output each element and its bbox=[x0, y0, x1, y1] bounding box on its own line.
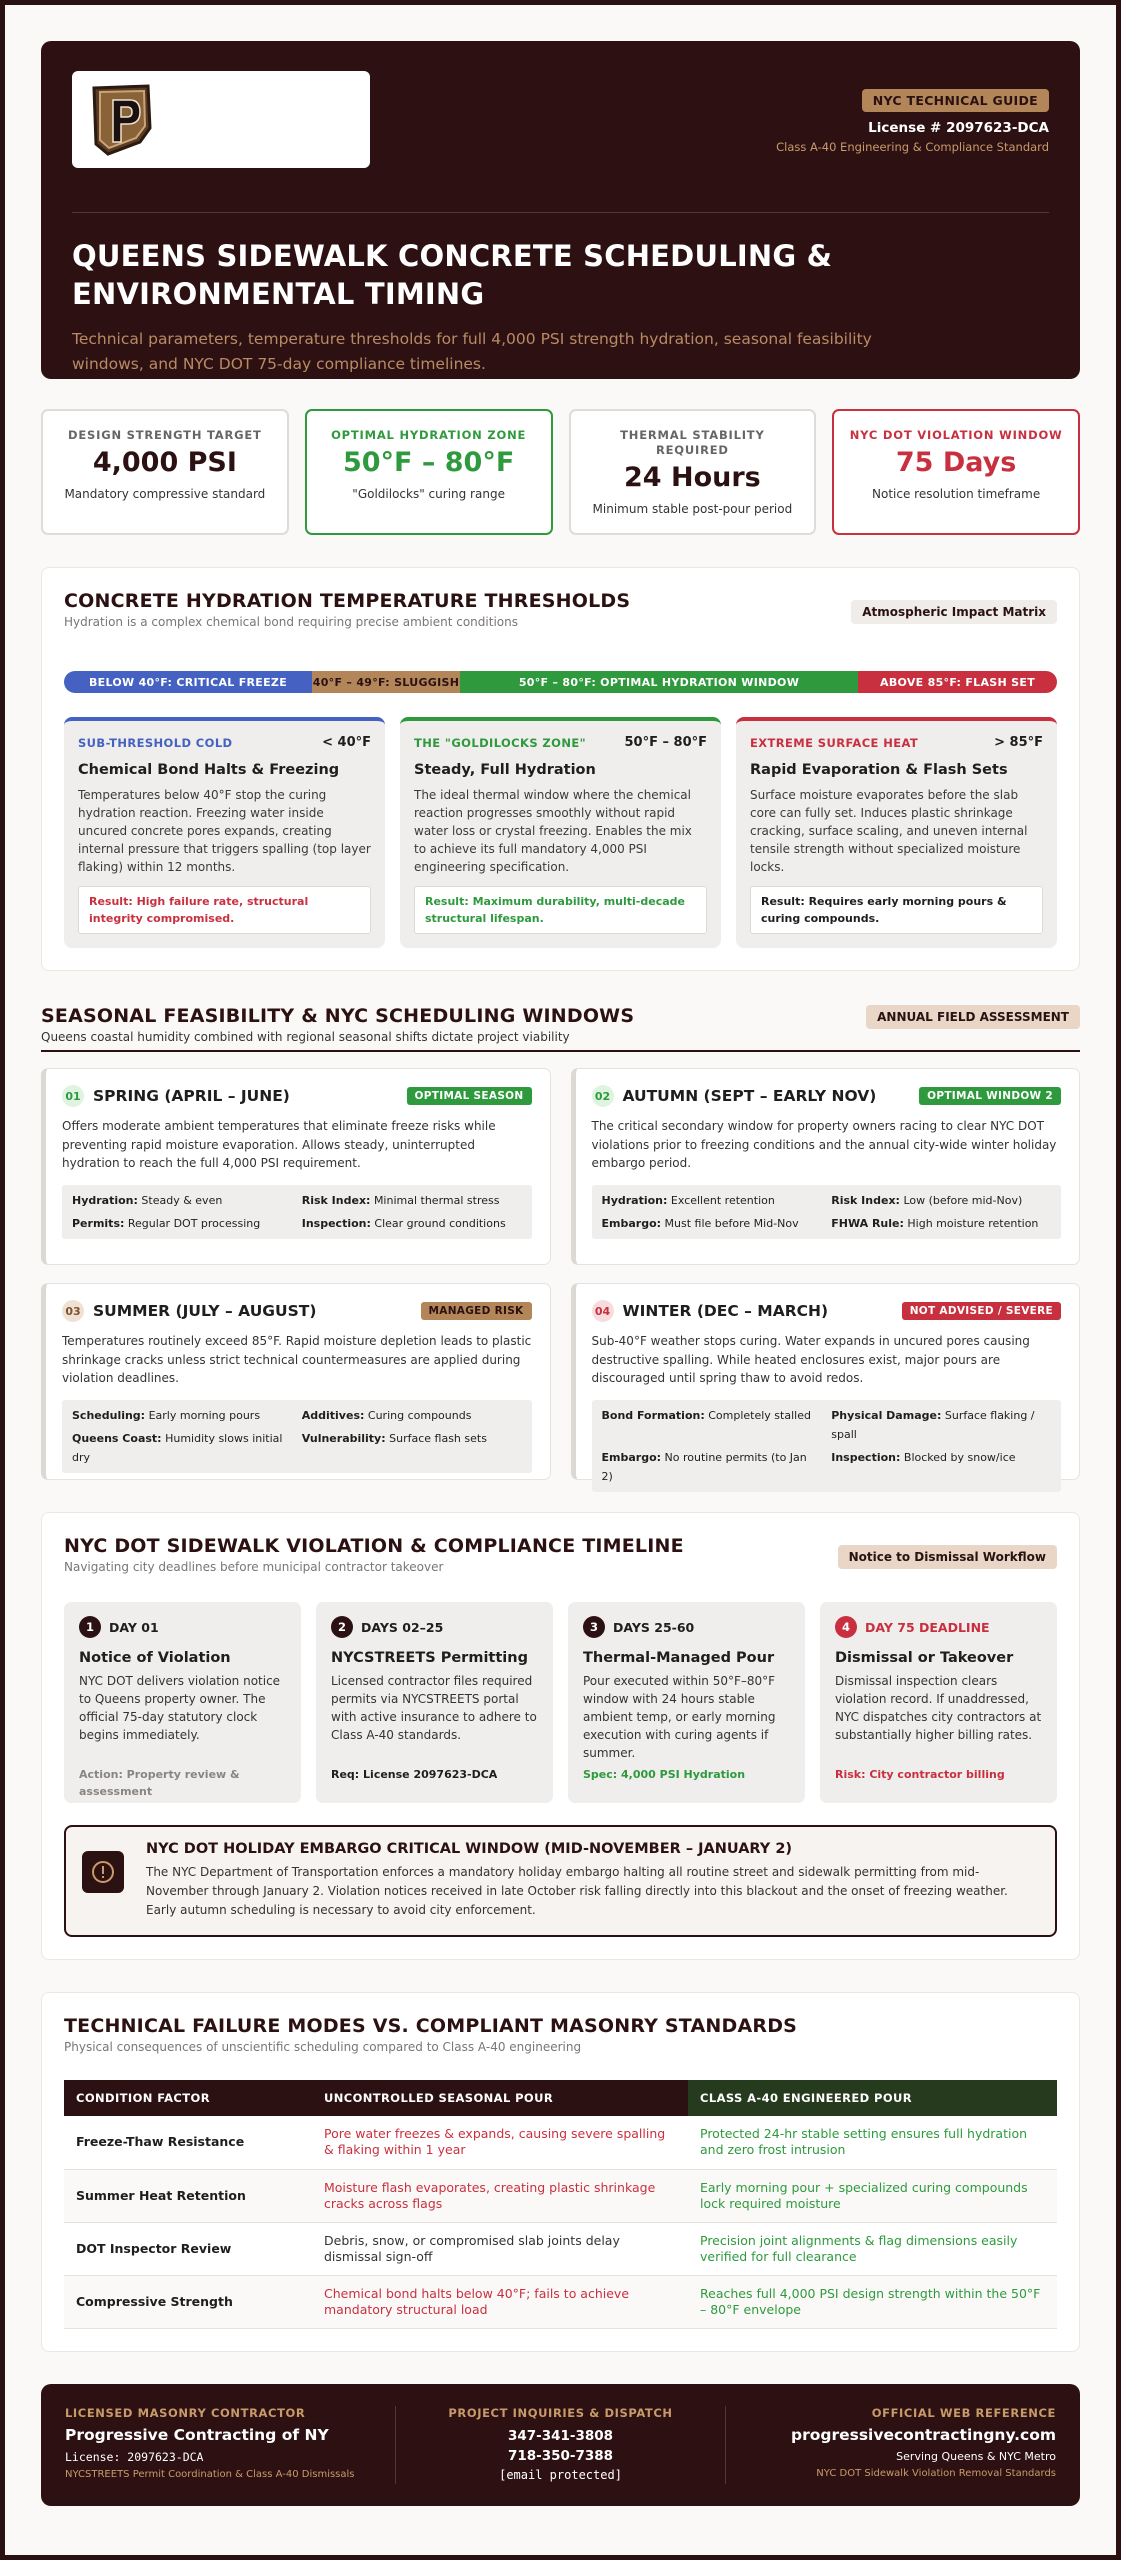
failure-modes-section bbox=[41, 1992, 1080, 2352]
step-day: DAY 75 DEADLINE bbox=[865, 1619, 990, 1635]
season-description: Temperatures routinely exceed 85°F. Rapid moisture depletion leads to plastic shrinkage cracks unless strict technical countermeasures are applied during violation deadlines. bbox=[62, 1334, 532, 1385]
fact-value: Blocked by snow/ice bbox=[903, 1451, 1016, 1464]
step-body: NYC DOT delivers violation notice to Queens property owner. The official 75-day statutory clock begins immediately. bbox=[79, 1674, 281, 1742]
section-subtitle: Physical consequences of unscientific scheduling compared to Class A-40 engineering bbox=[64, 2040, 582, 2054]
compliance-timeline-section bbox=[41, 1512, 1080, 1960]
fact-key: Embargo: bbox=[601, 1217, 662, 1230]
fact-value: Regular DOT processing bbox=[127, 1217, 261, 1230]
step-number: 3 bbox=[583, 1616, 605, 1638]
step-footnote: Risk: City contractor billing bbox=[835, 1768, 1005, 1781]
condition-factor: DOT Inspector Review bbox=[64, 2222, 312, 2275]
threshold-tag: EXTREME SURFACE HEAT bbox=[750, 735, 919, 750]
fact-key: Embargo: bbox=[601, 1451, 662, 1464]
fact-key: FHWA Rule: bbox=[831, 1217, 904, 1230]
step-title: Dismissal or Takeover bbox=[835, 1650, 1014, 1666]
fact-key: Inspection: bbox=[831, 1451, 901, 1464]
footer-label: LICENSED MASONRY CONTRACTOR bbox=[65, 2405, 306, 2420]
uncontrolled-outcome: Moisture flash evaporates, creating plastic shrinkage cracks across flags bbox=[312, 2169, 688, 2222]
fact-key: Additives: bbox=[301, 1409, 365, 1422]
step-title: NYCSTREETS Permitting bbox=[331, 1650, 528, 1666]
step-footnote: Spec: 4,000 PSI Hydration bbox=[583, 1768, 746, 1781]
step-day: DAYS 25-60 bbox=[613, 1619, 695, 1635]
zone-sluggish: 40°F – 49°F: SLUGGISH bbox=[312, 671, 460, 693]
phone-link[interactable]: 347-341-3808 bbox=[507, 2427, 614, 2444]
step-body: Pour executed within 50°F–80°F window with 24 hours stable ambient temp, or early morning execution with curing agents if summer. bbox=[583, 1674, 776, 1760]
footer-note: NYCSTREETS Permit Coordination & Class A-40 Dismissals bbox=[65, 2468, 355, 2480]
stat-label: DESIGN STRENGTH TARGET bbox=[68, 428, 262, 442]
comparison-table bbox=[64, 2080, 1057, 2329]
step-footnote: Action: Property review & assessment bbox=[79, 1768, 240, 1798]
engineered-outcome: Protected 24-hr stable setting ensures full hydration and zero frost intrusion bbox=[688, 2116, 1057, 2169]
p-monogram-icon bbox=[88, 82, 156, 158]
footer-label: OFFICIAL WEB REFERENCE bbox=[871, 2405, 1057, 2420]
fact-value: Humidity slows initial dry bbox=[72, 1432, 283, 1464]
threshold-card bbox=[400, 717, 721, 948]
step-number: 4 bbox=[835, 1616, 857, 1638]
threshold-result: Result: Maximum durability, multi-decade structural lifespan. bbox=[414, 886, 707, 934]
season-card-autumn bbox=[571, 1068, 1081, 1265]
section-subtitle: Navigating city deadlines before municipal contractor takeover bbox=[64, 1560, 444, 1574]
season-description: Sub-40°F weather stops curing. Water expands in uncured pores causing destructive spalling. While heated enclosures exist, major pours are discouraged until spring thaw to avoid redos. bbox=[591, 1334, 1030, 1385]
section-subtitle: Queens coastal humidity combined with regional seasonal shifts dictate project viability bbox=[41, 1030, 570, 1044]
uncontrolled-outcome: Pore water freezes & expands, causing severe spalling & flaking within 1 year bbox=[312, 2116, 688, 2169]
hero-header bbox=[41, 41, 1080, 379]
threshold-tag: THE "GOLDILOCKS ZONE" bbox=[414, 735, 587, 750]
season-card-summer bbox=[41, 1283, 551, 1480]
footer-contractor bbox=[65, 2406, 395, 2484]
section-title: TECHNICAL FAILURE MODES VS. COMPLIANT MASONRY STANDARDS bbox=[64, 2015, 798, 2037]
threshold-result: Result: High failure rate, structural integrity compromised. bbox=[78, 886, 371, 934]
step-day: DAY 01 bbox=[109, 1619, 159, 1635]
condition-factor: Summer Heat Retention bbox=[64, 2169, 312, 2222]
season-facts bbox=[62, 1185, 532, 1239]
fact-key: Permits: bbox=[72, 1217, 125, 1230]
season-name: SUMMER (JULY – AUGUST) bbox=[93, 1302, 317, 1320]
stat-card bbox=[305, 409, 553, 535]
table-row bbox=[64, 2222, 1057, 2275]
footer-label: PROJECT INQUIRIES & DISPATCH bbox=[448, 2405, 673, 2420]
fact-key: Scheduling: bbox=[72, 1409, 146, 1422]
column-header: CLASS A-40 ENGINEERED POUR bbox=[688, 2080, 1057, 2116]
season-name: WINTER (DEC – MARCH) bbox=[622, 1302, 829, 1320]
season-facts bbox=[62, 1400, 532, 1473]
website-link[interactable]: progressivecontractingny.com bbox=[790, 2425, 1057, 2444]
threshold-body: Surface moisture evaporates before the slab core can fully set. Induces plastic shrinkage cracking, surface scaling, and uneven internal tensile strength without specialized moisture locks. bbox=[750, 788, 1028, 874]
step-title: Notice of Violation bbox=[79, 1650, 231, 1666]
section-title: CONCRETE HYDRATION TEMPERATURE THRESHOLDS bbox=[64, 590, 631, 612]
step-footnote: Req: License 2097623-DCA bbox=[331, 1768, 498, 1781]
fact-value: Surface flash sets bbox=[389, 1432, 487, 1445]
embargo-body: The NYC Department of Transportation enforces a mandatory holiday embargo halting all routine street and sidewalk permitting from mid-November through January 2. Violation notices received in late October risk falling directly into this blackout and the onset of freezing weather. Early autumn scheduling is necessary to avoid city enforcement. bbox=[146, 1865, 1008, 1917]
threshold-title: Rapid Evaporation & Flash Sets bbox=[750, 762, 1008, 778]
alert-icon bbox=[82, 1851, 124, 1893]
timeline-step bbox=[568, 1602, 805, 1803]
section-title: SEASONAL FEASIBILITY & NYC SCHEDULING WINDOWS bbox=[41, 1005, 635, 1027]
fact-value: No routine permits (to Jan 2) bbox=[601, 1451, 807, 1483]
stat-note: "Goldilocks" curing range bbox=[352, 487, 505, 501]
stat-card bbox=[832, 409, 1080, 535]
section-chip: ANNUAL FIELD ASSESSMENT bbox=[866, 1005, 1080, 1029]
fact-key: Physical Damage: bbox=[831, 1409, 942, 1422]
timeline-step bbox=[820, 1602, 1057, 1803]
footer-license: License: 2097623-DCA bbox=[65, 2449, 204, 2464]
stat-note: Minimum stable post-pour period bbox=[592, 502, 793, 516]
engineered-outcome: Reaches full 4,000 PSI design strength within the 50°F – 80°F envelope bbox=[688, 2275, 1057, 2328]
condition-factor: Freeze-Thaw Resistance bbox=[64, 2116, 312, 2169]
key-stats bbox=[41, 409, 1080, 535]
threshold-body: The ideal thermal window where the chemical reaction progresses smoothly without rapid water loss or crystal freezing. Enables the mix to achieve its full mandatory 4,000 PSI engineering specification. bbox=[414, 788, 692, 874]
column-header: CONDITION FACTOR bbox=[64, 2080, 312, 2116]
section-title: NYC DOT SIDEWALK VIOLATION & COMPLIANCE TIMELINE bbox=[64, 1535, 684, 1557]
season-number: 04 bbox=[592, 1300, 614, 1322]
season-name: SPRING (APRIL – JUNE) bbox=[93, 1087, 290, 1105]
season-badge: OPTIMAL WINDOW 2 bbox=[919, 1087, 1061, 1105]
table-row bbox=[64, 2275, 1057, 2328]
threshold-tag: SUB-THRESHOLD COLD bbox=[78, 735, 233, 750]
section-subtitle: Hydration is a complex chemical bond requiring precise ambient conditions bbox=[64, 615, 518, 629]
stat-note: Notice resolution timeframe bbox=[872, 487, 1041, 501]
stat-label: NYC DOT VIOLATION WINDOW bbox=[849, 428, 1063, 442]
season-name: AUTUMN (SEPT – EARLY NOV) bbox=[622, 1087, 877, 1105]
engineered-outcome: Early morning pour + specialized curing compounds lock required moisture bbox=[688, 2169, 1057, 2222]
zone-optimal: 50°F – 80°F: OPTIMAL HYDRATION WINDOW bbox=[460, 671, 858, 693]
company-logo bbox=[72, 71, 370, 168]
step-title: Thermal-Managed Pour bbox=[583, 1650, 775, 1666]
section-chip: Notice to Dismissal Workflow bbox=[838, 1545, 1057, 1569]
footer-dispatch bbox=[395, 2406, 727, 2484]
company-name: Progressive Contracting of NY bbox=[65, 2425, 329, 2444]
footer-note: NYC DOT Sidewalk Violation Removal Standards bbox=[816, 2467, 1057, 2479]
timeline-step bbox=[316, 1602, 553, 1803]
threshold-result: Result: Requires early morning pours & curing compounds. bbox=[750, 886, 1043, 934]
stat-note: Mandatory compressive standard bbox=[64, 487, 266, 501]
stat-label: THERMAL STABILITY REQUIRED bbox=[620, 428, 765, 457]
uncontrolled-outcome: Chemical bond halts below 40°F; fails to achieve mandatory structural load bbox=[312, 2275, 688, 2328]
fact-key: Inspection: bbox=[301, 1217, 371, 1230]
season-description: Offers moderate ambient temperatures that eliminate freeze risks while preventing rapid moisture evaporation. Allows steady, uninterrupted hydration to reach the full 4,000 PSI requirement. bbox=[62, 1119, 496, 1170]
fact-key: Risk Index: bbox=[831, 1194, 900, 1207]
season-number: 02 bbox=[592, 1085, 614, 1107]
fact-value: Completely stalled bbox=[708, 1409, 811, 1422]
table-row bbox=[64, 2169, 1057, 2222]
stat-label: OPTIMAL HYDRATION ZONE bbox=[331, 428, 527, 442]
threshold-range: 50°F – 80°F bbox=[624, 735, 707, 750]
step-body: Licensed contractor files required permits via NYCSTREETS portal with active insurance to adhere to Class A-40 standards. bbox=[331, 1674, 537, 1742]
season-facts bbox=[592, 1185, 1062, 1239]
threshold-card bbox=[736, 717, 1057, 948]
stat-value: 75 Days bbox=[895, 447, 1017, 478]
threshold-range: < 40°F bbox=[322, 735, 371, 750]
fact-value: Steady & even bbox=[141, 1194, 223, 1207]
fact-value: Minimal thermal stress bbox=[373, 1194, 500, 1207]
season-badge: OPTIMAL SEASON bbox=[407, 1087, 532, 1105]
fact-value: Excellent retention bbox=[670, 1194, 775, 1207]
column-header: UNCONTROLLED SEASONAL POUR bbox=[312, 2080, 688, 2116]
footer-web bbox=[726, 2406, 1056, 2484]
season-card-spring bbox=[41, 1068, 551, 1265]
season-card-winter bbox=[571, 1283, 1081, 1483]
email-link[interactable]: [email protected] bbox=[499, 2467, 622, 2482]
fact-key: Vulnerability: bbox=[301, 1432, 386, 1445]
step-day: DAYS 02–25 bbox=[361, 1619, 444, 1635]
license-number: License # 2097623-DCA bbox=[868, 120, 1049, 136]
section-chip: Atmospheric Impact Matrix bbox=[851, 600, 1057, 624]
condition-factor: Compressive Strength bbox=[64, 2275, 312, 2328]
season-number: 03 bbox=[62, 1300, 84, 1322]
fact-value: Low (before mid-Nov) bbox=[903, 1194, 1023, 1207]
step-number: 2 bbox=[331, 1616, 353, 1638]
fact-value: Must file before Mid-Nov bbox=[664, 1217, 799, 1230]
threshold-title: Chemical Bond Halts & Freezing bbox=[78, 762, 340, 778]
stat-value: 50°F – 80°F bbox=[342, 447, 515, 478]
fact-key: Queens Coast: bbox=[72, 1432, 162, 1445]
zone-flash-set: ABOVE 85°F: FLASH SET bbox=[858, 671, 1057, 693]
season-facts bbox=[592, 1400, 1062, 1492]
embargo-title: NYC DOT HOLIDAY EMBARGO CRITICAL WINDOW (MID-NOVEMBER – JANUARY 2) bbox=[146, 1841, 793, 1857]
stat-card bbox=[569, 409, 817, 535]
phone-link[interactable]: 718-350-7388 bbox=[507, 2447, 614, 2464]
engineered-outcome: Precision joint alignments & flag dimensions easily verified for full clearance bbox=[688, 2222, 1057, 2275]
season-description: The critical secondary window for property owners racing to clear NYC DOT violations prior to freezing conditions and the annual city-wide winter holiday embargo period. bbox=[591, 1119, 1057, 1170]
fact-value: Curing compounds bbox=[367, 1409, 472, 1422]
stat-value: 4,000 PSI bbox=[92, 447, 237, 478]
hero-divider bbox=[72, 212, 1049, 213]
stat-value: 24 Hours bbox=[624, 462, 761, 493]
holiday-embargo-alert bbox=[64, 1825, 1057, 1937]
fact-value: Clear ground conditions bbox=[374, 1217, 506, 1230]
zone-critical-freeze: BELOW 40°F: CRITICAL FREEZE bbox=[64, 671, 312, 693]
fact-key: Hydration: bbox=[72, 1194, 138, 1207]
timeline-step bbox=[64, 1602, 301, 1803]
fact-key: Hydration: bbox=[601, 1194, 668, 1207]
threshold-title: Steady, Full Hydration bbox=[414, 762, 596, 778]
threshold-body: Temperatures below 40°F stop the curing hydration reaction. Freezing water inside uncured concrete pores expands, creating internal pressure that triggers spalling (top layer flaking) within 12 months. bbox=[78, 788, 371, 874]
table-header-row bbox=[64, 2080, 1057, 2116]
threshold-card bbox=[64, 717, 385, 948]
class-standard: Class A-40 Engineering & Compliance Standard bbox=[776, 140, 1049, 154]
season-number: 01 bbox=[62, 1085, 84, 1107]
fact-key: Bond Formation: bbox=[601, 1409, 705, 1422]
season-badge: MANAGED RISK bbox=[421, 1302, 532, 1320]
service-area: Serving Queens & NYC Metro bbox=[896, 2449, 1057, 2463]
table-row bbox=[64, 2116, 1057, 2169]
uncontrolled-outcome: Debris, snow, or compromised slab joints delay dismissal sign-off bbox=[312, 2222, 688, 2275]
step-number: 1 bbox=[79, 1616, 101, 1638]
page-footer bbox=[41, 2384, 1080, 2506]
guide-badge: NYC TECHNICAL GUIDE bbox=[862, 89, 1049, 112]
stat-card bbox=[41, 409, 289, 535]
page-subtitle: Technical parameters, temperature thresholds for full 4,000 PSI strength hydration, seasonal feasibility windows, and NYC DOT 75-day compliance timelines. bbox=[72, 330, 872, 373]
fact-value: High moisture retention bbox=[907, 1217, 1039, 1230]
fact-key: Risk Index: bbox=[301, 1194, 371, 1207]
hydration-thresholds-section bbox=[41, 567, 1080, 971]
threshold-range: > 85°F bbox=[994, 735, 1043, 750]
seasonal-feasibility-section bbox=[41, 1005, 1080, 1483]
step-body: Dismissal inspection clears violation record. If unaddressed, NYC dispatches city contractors at substantially higher billing rates. bbox=[835, 1674, 1042, 1742]
season-badge: NOT ADVISED / SEVERE bbox=[902, 1302, 1061, 1320]
fact-value: Surface flaking / spall bbox=[831, 1409, 1035, 1441]
fact-value: Early morning pours bbox=[148, 1409, 261, 1422]
temperature-zone-bar bbox=[64, 671, 1057, 693]
page-title: QUEENS SIDEWALK CONCRETE SCHEDULING & ENVIRONMENTAL TIMING bbox=[72, 239, 833, 311]
